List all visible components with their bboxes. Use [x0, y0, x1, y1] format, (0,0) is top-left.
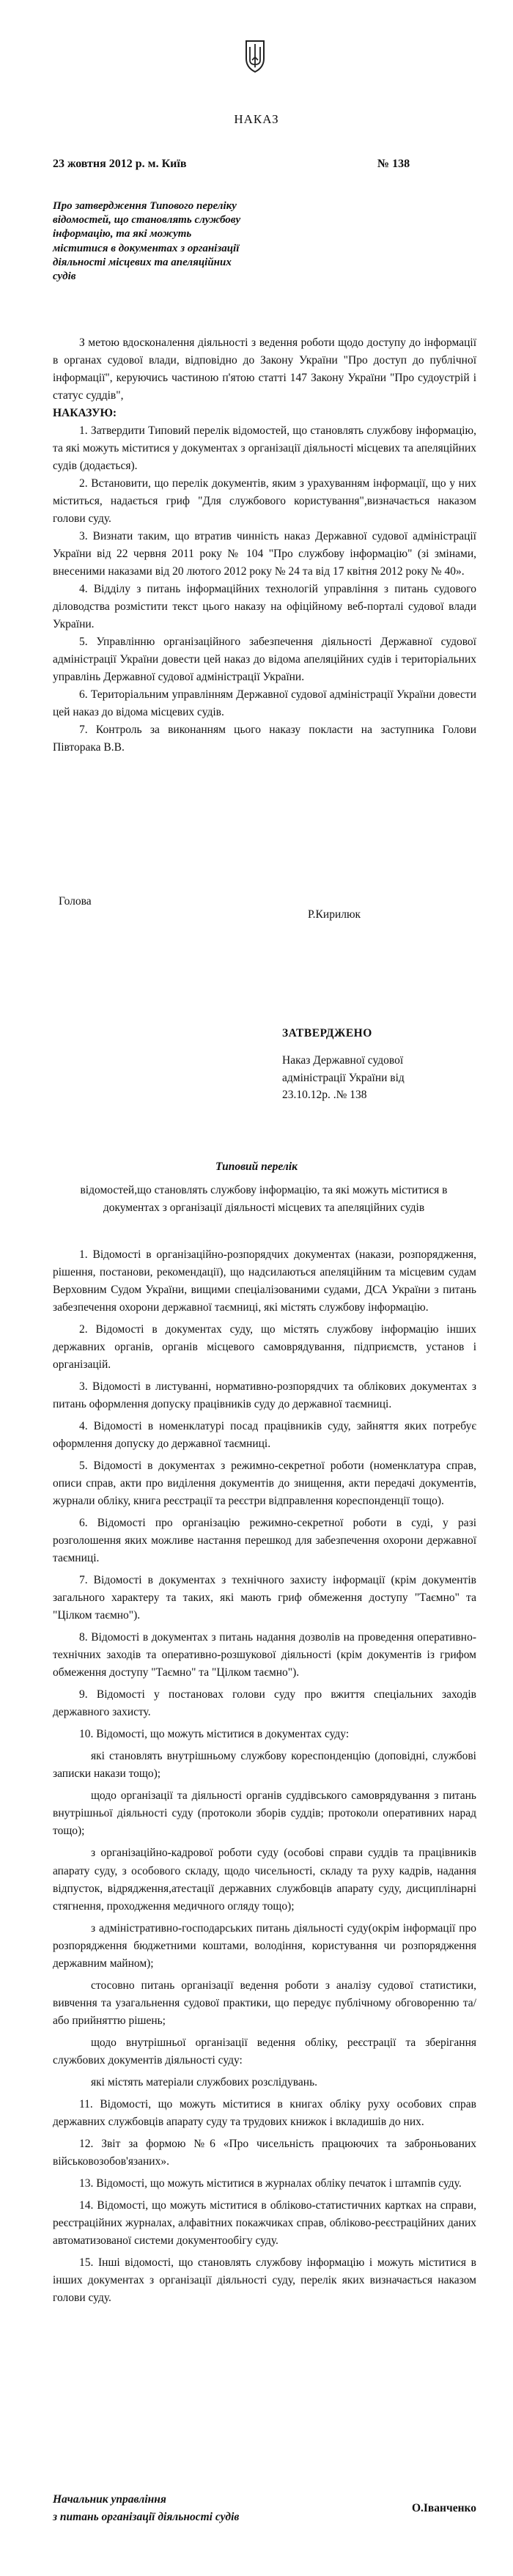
list-item: 1. Відомості в організаційно-розпорядчих документах (накази, розпорядження, рішення, постанови, рекомендації), що надсилаються апеляційним та місцевим судам Верховним Судом України, вищими спеціалізованими судами, ДСА України з питань забезпечення охорони державної таємниці, які містять службову інформацію. [53, 1248, 476, 1314]
order-item: 1. Затвердити Типовий перелік відомостей, що становлять службову інформацію, та які можуть міститися у документах з організації діяльності місцевих та апеляційних судів (додається). [53, 424, 476, 473]
list-item: 10. Відомості, що можуть міститися в документах суду: [79, 1728, 350, 1741]
order-number: № 138 [377, 158, 410, 170]
list-subitem: з адміністративно-господарських питань діяльності суду(окрім інформації про розпорядження бюджетними коштами, володіння, користування чи розпорядження державним майном); [53, 1921, 476, 1970]
list-item: 2. Відомості в документах суду, що містять службову інформацію інших державних органів, органів місцевого самоврядування, підприємств, установ і організацій. [53, 1323, 476, 1372]
order-item: 4. Відділу з питань інформаційних технологій управління з питань судового діловодства розмістити текст цього наказу на офіційному веб-порталі судової влади України. [53, 583, 476, 631]
list-subitem: стосовно питань організації ведення роботи з аналізу судової статистики, вивчення та узагальнення судової практики, що передує публічному обговоренню та/або прийняттю рішень; [53, 1979, 476, 2027]
signature-block [59, 893, 396, 922]
list-item: 14. Відомості, що можуть міститися в обліково-статистичних картках на справи, реєстраційних журналах, алфавітних покажчиках справ, обліково-реєстраційних даних автоматизованої системи документообігу суду. [53, 2198, 476, 2247]
list-item: 4. Відомості в номенклатурі посад працівників суду, зайняття яких потребує оформлення допуску до державної таємниці. [53, 1420, 476, 1451]
footer-position: з питань організації діяльності судів [53, 2511, 240, 2524]
list-item: 9. Відомості у постановах голови суду про вжиття спеціальних заходів державного захисту. [53, 1688, 476, 1719]
list-item: 3. Відомості в листуванні, нормативно-розпорядчих та облікових документах з питань оформлення допуску працівників суду до державної таємниці. [53, 1380, 476, 1411]
approval-line: адміністрації України від [282, 1071, 405, 1084]
approval-stamp [282, 1025, 473, 1103]
list-item: 6. Відомості про організацію режимно-секретної роботи в суді, у разі розголошення яких можливе настання перешкод для забезпечення охорони державної таємниці. [53, 1517, 476, 1565]
list-item: 5. Відомості в документах з режимно-секретної роботи (номенклатура справ, описи справ, акти про виділення документів до знищення, акти передачі документів, журнали обліку, книга реєстрації та реєстри відправлення кореспонденції тощо). [53, 1460, 476, 1508]
order-word: НАКАЗУЮ: [53, 407, 117, 420]
list-item: 8. Відомості в документах з питань надання дозволів на проведення оперативно-технічних заходів та оперативно-розшукової діяльності (крім документів із грифом обмеження доступу "Таємно" та "Цілком таємно"). [53, 1631, 476, 1679]
list-item: 11. Відомості, що можуть міститися в книгах обліку руху особових справ державних службовців апарату суду та трудових книжок і вкладишів до них. [53, 2097, 476, 2128]
approval-line: 23.10.12р. .№ 138 [282, 1088, 367, 1101]
list-item: 15. Інші відомості, що становлять службову інформацію і можуть міститися в інших документах з організації діяльності суду, перелік яких визначається наказом голови суду. [53, 2256, 476, 2304]
order-item: 3. Визнати таким, що втратив чинність наказ Державної судової адміністрації України від 22 червня 2011 року № 104 "Про службову інформацію" (зі змінами, внесеними наказами від 20 лютого 2012 року № 24 та від 17 квітня 2012 року № 40». [53, 530, 476, 578]
footer-signature [53, 2491, 476, 2526]
list-body [53, 1246, 476, 2311]
list-subitem: які містять матеріали службових розслідувань. [91, 2075, 318, 2089]
list-item: 12. Звіт за формою №6 «Про чисельність працюючих та заброньованих військовозобов'язаних». [53, 2137, 476, 2168]
list-subitem: щодо внутрішньої організації ведення обліку, реєстрації та зберігання службових документів діяльності суду: [53, 2036, 476, 2067]
list-item: 7. Відомості в документах з технічного захисту інформації (крім документів загального характеру та таких, які мають гриф обмеження доступу "Таємно" та "Цілком таємно"). [53, 1574, 476, 1622]
signature-name: Р.Кирилюк [308, 908, 361, 921]
list-subtitle: відомостей,що становлять службову інформацію, та які можуть міститися в документах з організації діяльності місцевих та апеляційних судів [80, 1184, 448, 1215]
preamble-text: З метою вдосконалення діяльності з ведення роботи щодо доступу до інформації в органах судової влади, відповідно до Закону України "Про доступ до публічної інформації", керуючись частиною п'ятою статті 147 Закону України "Про судоустрій і статус суддів", [53, 336, 476, 402]
order-item: 2. Встановити, що перелік документів, яким з урахуванням інформації, що у них міститься, надається гриф "Для службового користування",визначається наказом голови суду. [53, 477, 476, 526]
order-subject: Про затвердження Типового переліку відомостей, що становлять службову інформацію, та які можуть міститися в документах з організації діяльності місцевих та апеляційних судів [53, 200, 241, 282]
order-item: 6. Територіальним управлінням Державної судової адміністрації України довести цей наказ до відома місцевих судів. [53, 688, 476, 719]
list-item: 13. Відомості, що можуть міститися в журналах обліку печаток і штампів суду. [79, 2176, 462, 2190]
document-title: НАКАЗ [234, 112, 279, 126]
list-subitem: щодо організації та діяльності органів суддівського самоврядування з питань внутрішньої діяльності суду (протоколи зборів суддів; протоколи оперативних нарад тощо); [53, 1789, 476, 1838]
list-title: Типовий перелік [215, 1160, 298, 1173]
list-subitem: які становлять внутрішньому службову кореспонденцію (доповідні, службові записки накази тощо); [53, 1750, 476, 1781]
order-body [53, 334, 476, 757]
footer-name: О.Іванченко [411, 2502, 476, 2514]
footer-position: Начальник управління [53, 2493, 166, 2506]
list-subitem: з організаційно-кадрової роботи суду (особові справи суддів та працівників апарату суду, з особового складу, щодо чисельності, складу та руху кадрів, надання відпусток, відрядження,атестації державних службовців апарату суду, дисциплінарні стягнення, проходження медичного огляду тощо); [53, 1847, 476, 1913]
order-item: 5. Управлінню організаційного забезпечення діяльності Державної судової адміністрації України довести цей наказ до відома апеляційних судів і територіальних управлінь Державної судової адміністрації України. [53, 636, 476, 684]
signature-position: Голова [59, 895, 92, 908]
order-item: 7. Контроль за виконанням цього наказу покласти на заступника Голови Півторака В.В. [53, 724, 476, 754]
trident-emblem-icon [242, 38, 268, 75]
approval-line: Наказ Державної судової [282, 1054, 404, 1067]
approval-heading: ЗАТВЕРДЖЕНО [282, 1027, 372, 1039]
date-place: 23 жовтня 2012 р. м. Київ [53, 158, 187, 170]
